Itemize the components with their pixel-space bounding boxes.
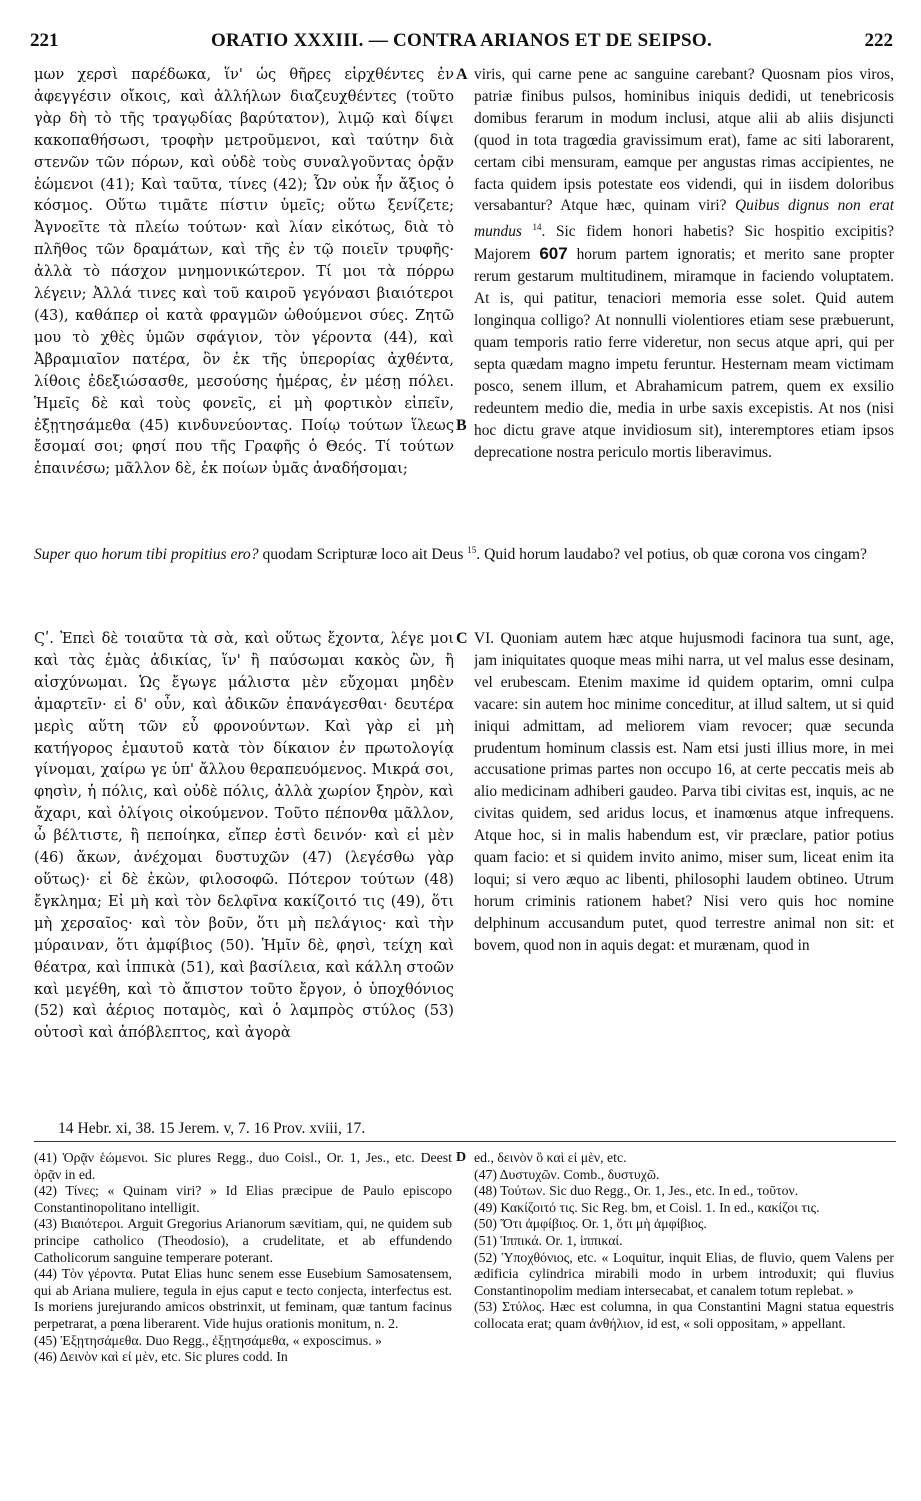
footnote: (50) Ὅτι ἀμφίβιος. Or. 1, ὅτι μὴ ἀμφίβιος. bbox=[474, 1216, 707, 1232]
footnote: (52) Ὑποχθόνιος, etc. « Loquitur, inquit Elias, de fluvio, quem Valens per ædificia cylindrica mirabili modo in urbem introduxit; qui fluvius Constantinopolim mediam intersecabat, et canalem totum replebat. » bbox=[474, 1249, 894, 1298]
footnote: ed., δεινὸν ὃ καὶ εἰ μὲν, etc. bbox=[474, 1150, 627, 1165]
margin-marker-d: D bbox=[456, 1150, 467, 1165]
footnote: (41) Ὁρᾷν ἑώμενοι. Sic plures Regg., duo Coisl., Or. 1, Jes., etc. Deest ὁρᾷν in ed. bbox=[34, 1150, 452, 1182]
footnote: (46) Δεινὸν καὶ εἰ μὲν, etc. Sic plures codd. In bbox=[34, 1349, 288, 1365]
footnote: (51) Ἱππικά. Or. 1, ἱππικαί. bbox=[474, 1232, 623, 1248]
footnote: (44) Τὸν γέροντα. Putat Elias hunc senem esse Eusebium Samosatensem, qui ab Ariana muliere, tegula in ejus caput e tecto conjecta, interfectus est. Is moriens jurejurando amicos obstrinxit, ut feminam, quæ tantum facinus perpetrarat, a pœna liberarent. Vide hujus orationis monitum, n. 2. bbox=[34, 1266, 452, 1331]
footnote: (53) Στύλος. Hæc est columna, in qua Constantini Magni statua equestris collocata erat; quam ἀνθήλιον, id est, « soli oppositam, » appellant. bbox=[474, 1299, 894, 1331]
margin-marker-a: A bbox=[456, 66, 468, 83]
column-number: 607 bbox=[539, 244, 568, 264]
footnote-divider bbox=[34, 1141, 896, 1142]
latin-text-continuation: Super quo horum tibi propitius ero? quodam Scripturæ loco ait Deus $^{15}$. Quid horum laudabo? vel potius, ob quæ corona vos cingam? bbox=[34, 545, 867, 564]
greek-text-section-6: Ϛʹ. Ἐπεὶ δὲ τοιαῦτα τὰ σὰ, καὶ οὕτως ἔχοντα, λέγε μοι καὶ τὰς ἐμὰς ἀδικίας, ἵν' ἢ παύσωμαι κακὸς ὢν, ἢ αἰσχύνωμαι. Ὡς ἔγωγε μάλιστα μὲν εὔχομαι μηδὲν ἁμαρτεῖν· εἰ δ' οὖν, καὶ ἀδικῶν ἐπανάγεσθαι· δευτέρα μερὶς αὕτη τῶν εὖ φρονούντων. Καὶ γὰρ εἰ μὴ κατήγορος ἐμαυτοῦ κατὰ τὸν δίκαιον ἐν πρωτολογίᾳ γίνομαι, χαίρω γε ὑπ' ἄλλου θεραπευόμενος. Μικρά σοι, φησὶν, ἡ πόλις, καὶ οὐδὲ πόλις, ἀλλὰ χωρίον ξηρὸν, καὶ ἄχαρι, καὶ ὀλίγοις οἰκούμενον. Τοῦτο πέπονθα μᾶλλον, ὦ βέλτιστε, ἢ πεποίηκα, εἴπερ ἐστὶ δεινόν· καὶ εἰ μὲν (46) ἄκων, ἀνέχομαι δυστυχῶν (47) (λεγέσθω γὰρ οὕτως)· εἰ δὲ ἑκὼν, φιλοσοφῶ. Πότερον τούτων (48) ἔγκλημα; Εἰ μὴ καὶ τὸν δελφῖνα κακίζοιτό τις (49), ὅτι μὴ χερσαῖος· καὶ τὸν βοῦν, ὅτι μὴ πελάγιος· καὶ τὴν μύραιναν, ὅτι ἀμφίβιος (50). Ἡμῖν δὲ, φησὶ, τείχη καὶ θέατρα, καὶ ἱππικὰ (51), καὶ βασίλεια, καὶ κάλλη στοῶν καὶ μεγέθη, καὶ τὸ ἄπιστον τοῦτο ἔργον, ὁ ὑποχθόνιος (52) καὶ ἀέριος ποταμὸς, καὶ ὁ λαμπρὸς στύλος (53) οὑτοσὶ καὶ ἀπόβλεπτος, καὶ ἀγορὰ bbox=[34, 630, 454, 1042]
footnote: (45) Ἐξῃτησάμεθα. Duo Regg., ἐξῃτησάμεθα, « exposcimus. » bbox=[34, 1332, 382, 1348]
footnotes-left bbox=[34, 1150, 452, 1480]
page-number-right: 222 bbox=[864, 30, 893, 51]
margin-marker-c: C bbox=[456, 630, 468, 647]
scripture-references: 14 Hebr. xi, 38. 15 Jerem. v, 7. 16 Prov. xviii, 17. bbox=[58, 1120, 366, 1137]
footnote: (49) Κακίζοιτό τις. Sic Reg. bm, et Coisl. 1. In ed., κακίζοι τις. bbox=[474, 1199, 820, 1215]
footnotes-right bbox=[474, 1150, 894, 1480]
footnote: (47) Δυστυχῶν. Comb., δυστυχῶ. bbox=[474, 1166, 660, 1182]
page-header bbox=[30, 30, 893, 56]
greek-text-top: μων χερσὶ παρέδωκα, ἵν' ὡς θῆρες εἱρχθέντες ἐν ἀφεγγέσιν οἴκοις, καὶ ἀλλήλων διαζευχθέντες (τοῦτο γὰρ δὴ τὸ τῆς τραγῳδίας βαρύτατον), λιμῷ καὶ δίψει κακοπαθήσωσι, τροφὴν μετροῦμενοι, καὶ ταύτην διὰ στενῶν τῶν πόρων, καὶ οὐδὲ τοὺς συναλγοῦντας ὁρᾷν ἑώμενοι (41); Καὶ ταῦτα, τίνες (42); Ὧν οὐκ ἦν ἄξιος ὁ κόσμος. Οὕτω τιμᾶτε πίστιν ὑμεῖς; οὕτω ξενίζετε; Ἀγνοεῖτε τὰ πλείω τούτων· καὶ λίαν εἰκότως, διὰ τὸ πλῆθος τῶν δραμάτων, καὶ τῆς ἐν τῷ ποιεῖν τρυφῆς· ἀλλὰ τὸ πάσχον μνημονικώτερον. Τί μοι τὰ πόρρω λέγειν; Ἀλλά τινες καὶ τοῦ καιροῦ γεγόνασι βιαιότεροι (43), καθάπερ οἱ κατὰ φραγμῶν ὠθούμενοι σύες. Ζητῶ μου τὸ χθὲς ὑμῶν σφάγιον, τὸν γέροντα (44), καὶ Ἀβραμιαῖον πατέρα, ὃν ἐκ τῆς ὑπερορίας ἀχθέντα, λίθοις ἐδεξιώσασθε, μεσούσης ἡμέρας, ἐν μέσῃ πόλει. Ἡμεῖς δὲ καὶ τοὺς φονεῖς, εἰ μὴ φορτικὸν εἰπεῖν, ἐξῃτησάμεθα (45) κινδυνεύοντας. Ποίῳ τούτων ἵλεως ἔσομαί σοι; φησί που τῆς Γραφῆς ὁ Θεός. Τί τούτων ἐπαινέσω; μᾶλλον δὲ, ἐκ ποίων ὑμᾶς ἀναδήσομαι; bbox=[34, 66, 454, 478]
footnote: (42) Τίνες; « Quinam viri? » Id Elias præcipue de Paulo episcopo Constantinopolitano intelligit. bbox=[34, 1183, 452, 1215]
latin-text-section-6: VI. Quoniam autem hæc atque hujusmodi facinora tua sunt, age, jam iniquitates quoque meas mihi narra, ut vel malus esse desinam, vel erubescam. Etenim maxime id quidem optarim, omni culpa vacare: sin autem hoc minime conceditur, at illud saltem, ut si quid iniqui admittam, ad meliorem viam revocer; quæ secunda prudentum hominum classis est. Nam etsi justi illius more, in mei accusatione primas partes non occupo 16, at certe peccatis meis ab alio medicinam adhiberi gaudeo. Parva tibi civitas est, inquis, ac ne civitas quidem, sed aridus locus, et inamœnus atque infrequens. Atque hoc, si in malis habendum est, vir præclare, patior potius quam facio: et si quidem invito animo, miser sum, liceat enim ita loqui; si vero æquo ac libenti, philosophi laudem obtineo. Utrum horum criminis rationem habet? Nisi vero quis hoc nomine delphinum accusandum putet, quod terrestre animal non sit: et bovem, quod non in aquis degat: et murænam, quod in bbox=[474, 630, 894, 954]
page-number-left: 221 bbox=[30, 30, 59, 51]
footnote: (48) Τούτων. Sic duo Regg., Or. 1, Jes., etc. In ed., τοῦτον. bbox=[474, 1183, 799, 1199]
footnote: (43) Βιαιότεροι. Arguit Gregorius Arianorum sævitiam, qui, ne quidem sub principe catholico (Theodosio), a crudelitate, et ab effundendo Catholicorum sanguine temperare poterant. bbox=[34, 1216, 452, 1265]
running-title: ORATIO XXXIII. — CONTRA ARIANOS ET DE SEIPSO. bbox=[210, 30, 713, 51]
margin-marker-b: B bbox=[456, 417, 467, 434]
latin-text-top: viris, qui carne pene ac sanguine carebant? Quosnam pios viros, patriæ finibus pulsos, hominibus iniquis dedidi, ut tenebricosis domibus ferarum in modum inclusi, atque alii ab aliis disjuncti (quod in tota tragœdia gravissimum erat), fame ac siti laborarent, certam cibi mensuram, eamque per angustas rimas accipientes, ne facta quidem ipsis potestate eos videndi, qui in iisdem doloribus versabantur? Atque hæc, quinam viri? Quibus dignus non erat mundus $^{14}$. Sic fidem honori habetis? Sic hospitio excipitis? Majorem 607 horum partem ignoratis; et merito sane propter rerum gestarum multitudinem, miramque in faciendo voluptatem. At is, qui patitur, tenaciori memoria esse solet. Quid autem longinqua colligo? At nonnulli violentiores etiam sese præbuerunt, quam temporis ratio ferre videretur, non secus atque apri, qui per septa quædam magno impetu feruntur. Hesternam meam victimam posco, senem illum, et Abrahamicum patrem, quem ex exsilio redeuntem medio die, media in urbe saxis excepistis. At nos (nisi hoc dictu grave atque invidiosum sit), interemptores etiam ipsos deprecatione nostra periculo mortis liberavimus. bbox=[474, 66, 894, 461]
